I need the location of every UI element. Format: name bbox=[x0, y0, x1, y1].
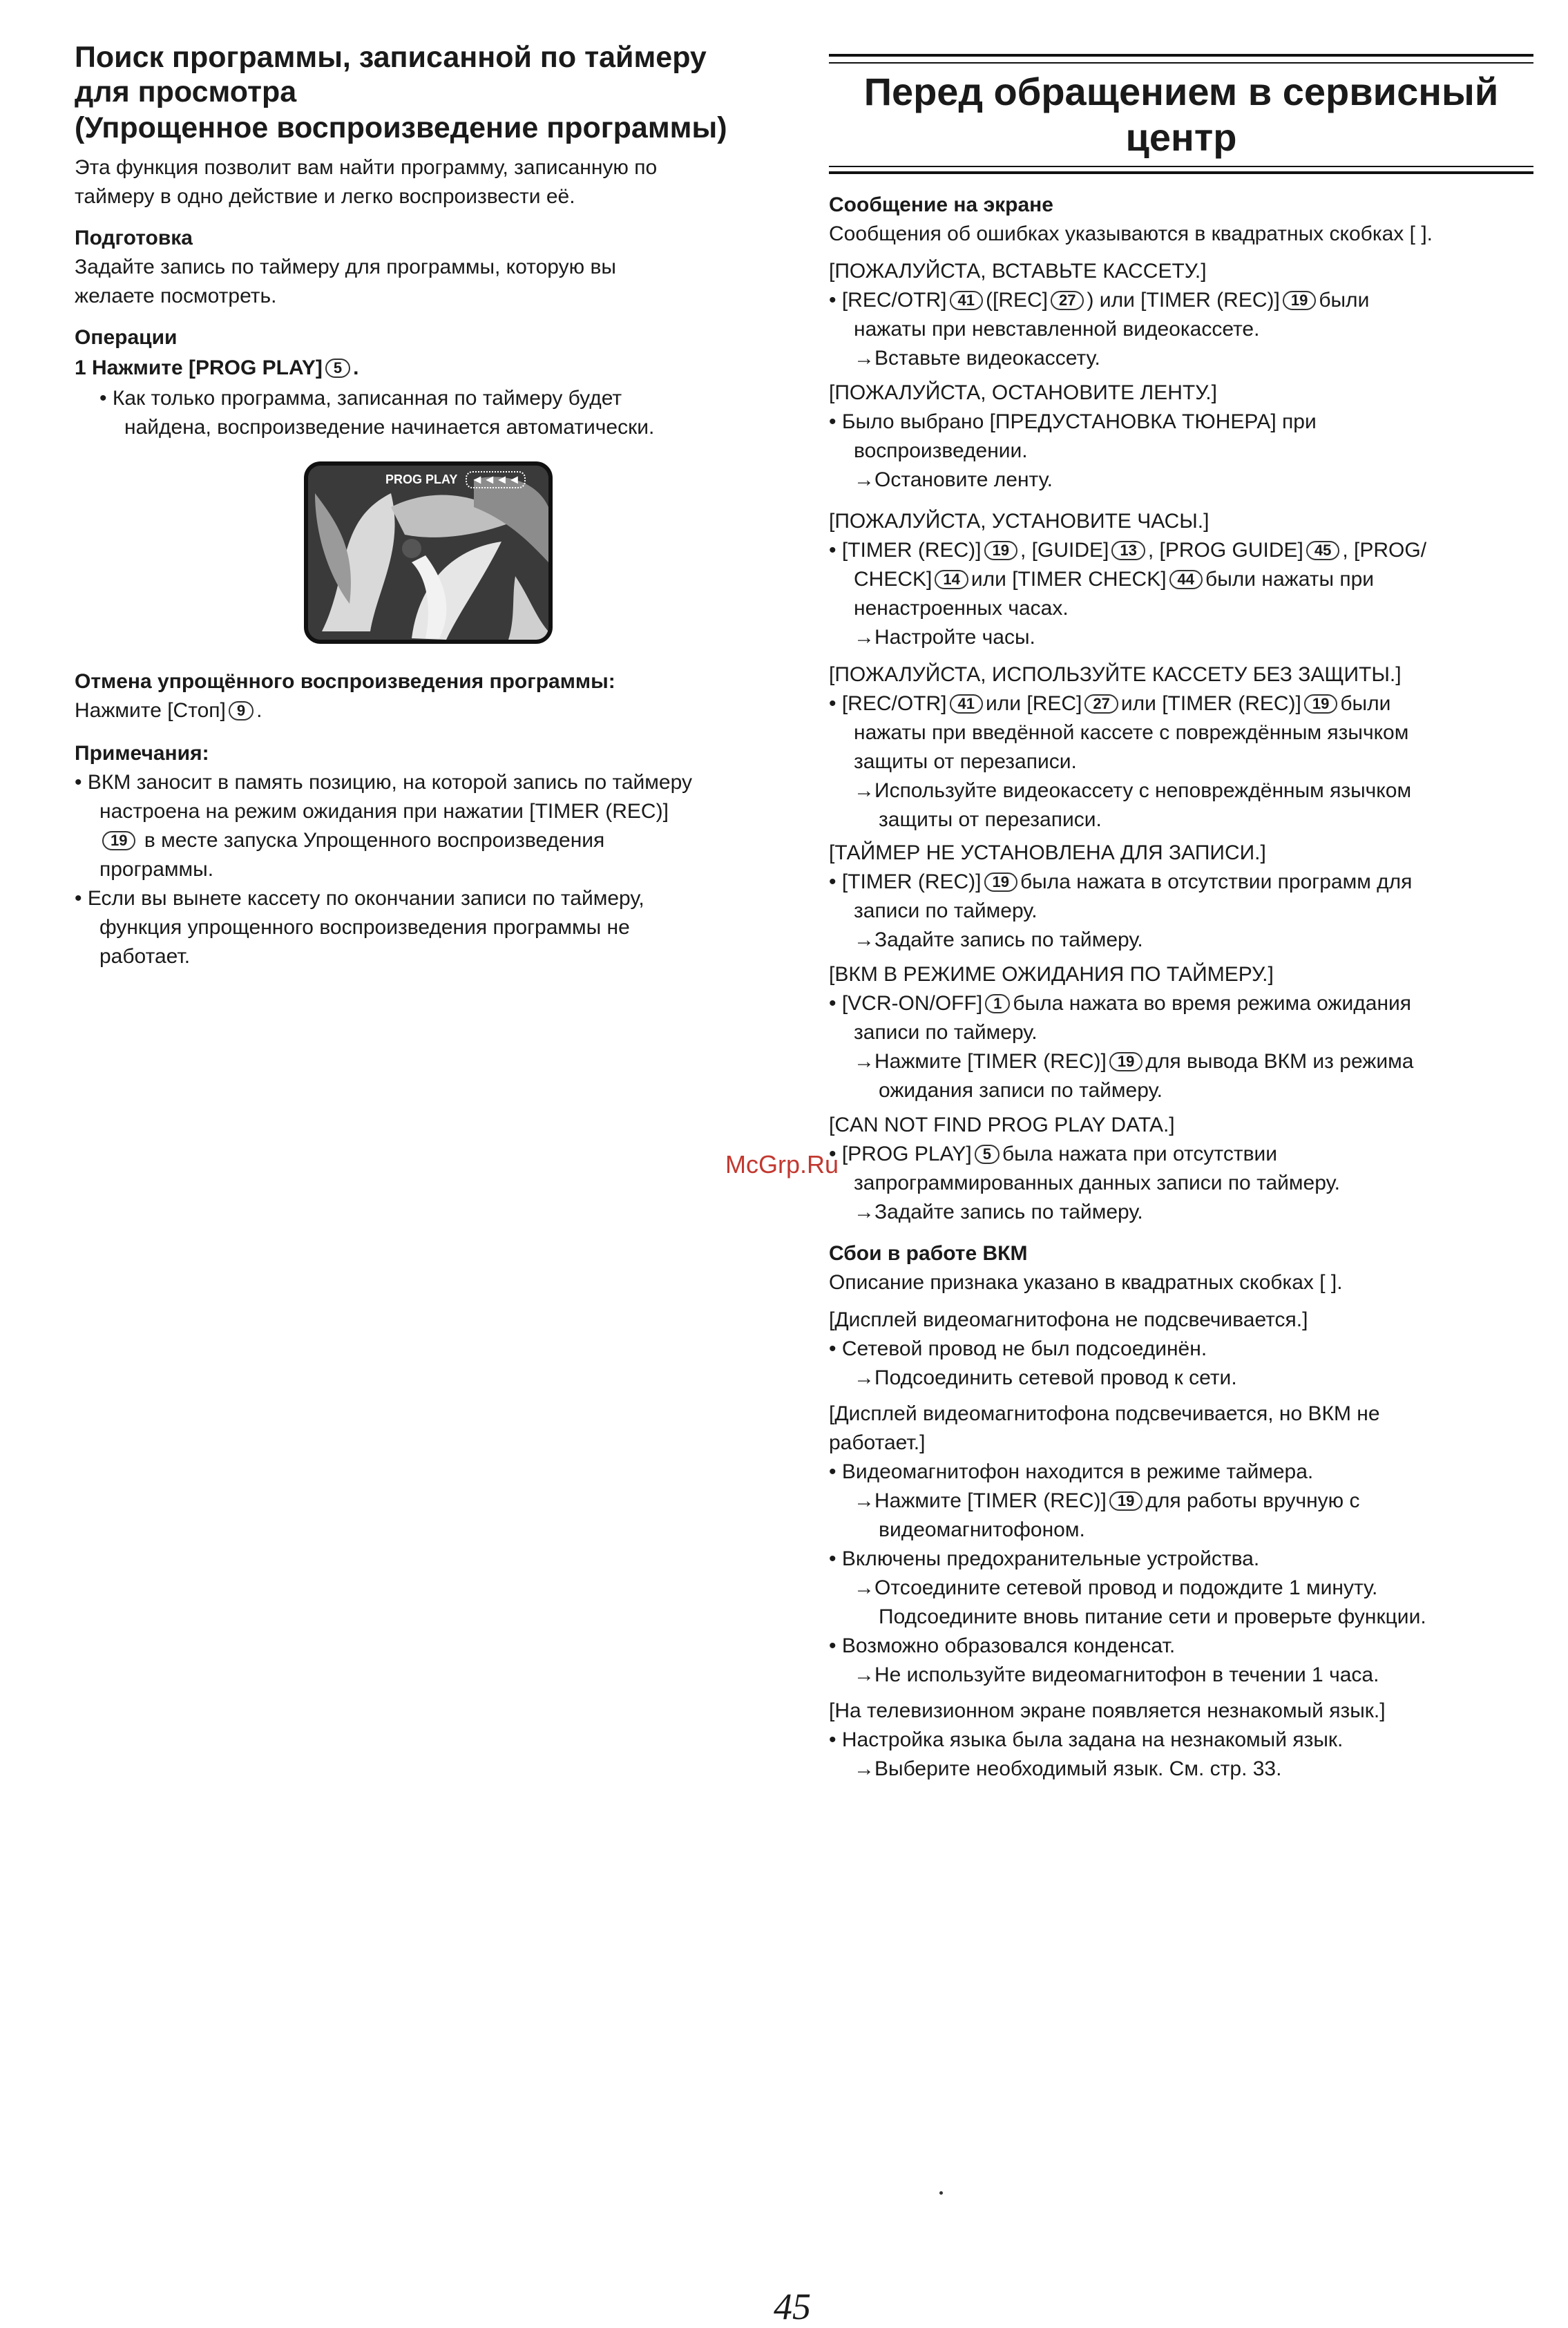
button-number-badge: 19 bbox=[1283, 291, 1316, 310]
msg-5-line-1 bbox=[829, 868, 1412, 897]
msg-4-e: были bbox=[1340, 692, 1391, 715]
top-rule-thin bbox=[829, 62, 1533, 64]
button-number-badge: 44 bbox=[1169, 570, 1203, 589]
speck bbox=[939, 2191, 943, 2195]
msg-3-c: , [GUIDE] bbox=[1020, 539, 1109, 562]
msg-3-g: или [TIMER CHECK] bbox=[971, 568, 1167, 591]
msg-5-line-2: записи по таймеру. bbox=[854, 899, 1038, 922]
msg-6-d: →Нажмите [TIMER (REC)] bbox=[854, 1050, 1107, 1073]
fault-2-line-4: • Включены предохранительные устройства. bbox=[829, 1547, 1260, 1570]
fault-2-line-6: Подсоедините вновь питание сети и проверьте функции. bbox=[879, 1605, 1426, 1628]
button-number-badge: 19 bbox=[1109, 1491, 1142, 1511]
msg-4-c: или [REC] bbox=[986, 692, 1082, 715]
screen-intro: Сообщения об ошибках указываются в квадратных скобках [ ]. bbox=[829, 222, 1433, 245]
msg-3-d: , [PROG GUIDE] bbox=[1147, 539, 1303, 562]
fault-2-line-5: →Отсоедините сетевой провод и подождите 1 минуту. bbox=[854, 1576, 1378, 1599]
msg-5-line-3: →Задайте запись по таймеру. bbox=[854, 928, 1143, 951]
right-title-line-1: Перед обращением в сервисный bbox=[863, 70, 1499, 113]
right-title-line-2: центр bbox=[1125, 115, 1237, 159]
msg-7-line-1 bbox=[829, 1140, 1277, 1169]
fault-intro: Описание признака указано в квадратных скобках [ ]. bbox=[829, 1271, 1343, 1294]
screen-heading: Сообщение на экране bbox=[829, 193, 1053, 216]
prep-line-2: желаете посмотреть. bbox=[75, 285, 277, 307]
msg-3-f: CHECK] bbox=[854, 568, 933, 591]
step-1-end: . bbox=[353, 356, 359, 379]
msg-6-line-3 bbox=[829, 1047, 1413, 1076]
bottom-rule-thin bbox=[829, 166, 1533, 167]
fault-heading: Сбои в работе ВКМ bbox=[829, 1242, 1028, 1265]
bottom-rule-thick bbox=[829, 171, 1533, 174]
intro-line-2: таймеру в одно действие и легко воспроизвести её. bbox=[75, 185, 575, 208]
msg-6-line-1 bbox=[829, 989, 1411, 1018]
msg-7-a: • [PROG PLAY] bbox=[829, 1143, 972, 1165]
button-number-badge: 19 bbox=[1109, 1052, 1142, 1071]
fault-2-line-2 bbox=[829, 1487, 1359, 1516]
cancel-heading: Отмена упрощённого воспроизведения программы: bbox=[75, 670, 615, 693]
notes-heading: Примечания: bbox=[75, 742, 209, 765]
msg-4-line-3: защиты от перезаписи. bbox=[854, 750, 1077, 773]
fault-3-line-2: →Выберите необходимый язык. См. стр. 33. bbox=[854, 1757, 1282, 1780]
fault-3-title: [На телевизионном экране появляется незнакомый язык.] bbox=[829, 1699, 1386, 1722]
cancel-text-label: Нажмите [Стоп] bbox=[75, 699, 226, 722]
button-number-badge: 5 bbox=[975, 1145, 1000, 1164]
msg-4-title: [ПОЖАЛУЙСТА, ИСПОЛЬЗУЙТЕ КАССЕТУ БЕЗ ЗАЩИТЫ.] bbox=[829, 663, 1402, 686]
note-1-line-3-text: в месте запуска Упрощенного воспроизведения bbox=[144, 829, 605, 852]
left-title-line-1: Поиск программы, записанной по таймеру bbox=[75, 41, 707, 74]
msg-4-line-5: защиты от перезаписи. bbox=[879, 808, 1102, 831]
msg-1-e: были bbox=[1319, 289, 1370, 312]
msg-4-line-2: нажаты при введённой кассете с повреждённым язычком bbox=[854, 721, 1409, 744]
step-1-detail-2: найдена, воспроизведение начинается автоматически. bbox=[124, 416, 655, 439]
button-number-badge: 5 bbox=[325, 359, 350, 378]
step-1-detail-1: • Как только программа, записанная по таймеру будет bbox=[99, 387, 622, 410]
fault-1-line-2: →Подсоединить сетевой провод к сети. bbox=[854, 1366, 1237, 1389]
button-number-badge: 19 bbox=[102, 831, 135, 850]
rewind-arrows-osd: ◄◄◄◄ bbox=[466, 471, 526, 488]
msg-1-c: ([REC] bbox=[986, 289, 1048, 312]
tv-screen-illustration bbox=[304, 461, 553, 644]
msg-6-line-2: записи по таймеру. bbox=[854, 1021, 1038, 1044]
button-number-badge: 9 bbox=[229, 701, 254, 721]
msg-1-line-3: →Вставьте видеокассету. bbox=[854, 347, 1100, 370]
msg-5-c: была нажата в отсутствии программ для bbox=[1020, 870, 1413, 893]
fault-1-title: [Дисплей видеомагнитофона не подсвечивается.] bbox=[829, 1308, 1308, 1331]
msg-4-line-4: →Используйте видеокассету с неповреждённым язычком bbox=[854, 779, 1412, 802]
msg-1-line-2: нажаты при невставленной видеокассете. bbox=[854, 318, 1260, 341]
button-number-badge: 45 bbox=[1306, 541, 1339, 560]
msg-3-line-1 bbox=[829, 536, 1426, 565]
msg-1-line-1 bbox=[829, 286, 1369, 315]
msg-2-title: [ПОЖАЛУЙСТА, ОСТАНОВИТЕ ЛЕНТУ.] bbox=[829, 381, 1217, 404]
page-number: 45 bbox=[774, 2286, 811, 2327]
fault-2-line-1: • Видеомагнитофон находится в режиме таймера. bbox=[829, 1460, 1314, 1483]
prep-line-1: Задайте запись по таймеру для программы, которую вы bbox=[75, 256, 616, 278]
flower-photo bbox=[308, 466, 548, 640]
prog-play-osd: PROG PLAY bbox=[385, 473, 458, 486]
msg-2-line-3: →Остановите ленту. bbox=[854, 468, 1053, 491]
note-1-line-4: программы. bbox=[99, 858, 214, 881]
fault-2-title-2: работает.] bbox=[829, 1431, 926, 1454]
left-title-line-3: (Упрощенное воспроизведение программы) bbox=[75, 111, 727, 144]
msg-3-e: , [PROG/ bbox=[1342, 539, 1427, 562]
cancel-text bbox=[75, 696, 262, 725]
button-number-badge: 1 bbox=[985, 994, 1010, 1013]
msg-6-c: была нажата во время режима ожидания bbox=[1013, 992, 1412, 1015]
msg-2-line-2: воспроизведении. bbox=[854, 439, 1028, 462]
button-number-badge: 41 bbox=[950, 694, 983, 714]
fault-2-a: →Нажмите [TIMER (REC)] bbox=[854, 1489, 1107, 1512]
msg-7-line-3: →Задайте запись по таймеру. bbox=[854, 1201, 1143, 1223]
fault-2-line-8: →Не используйте видеомагнитофон в течении 1 часа. bbox=[854, 1663, 1379, 1686]
note-1-line-3 bbox=[75, 826, 604, 855]
msg-6-line-4: ожидания записи по таймеру. bbox=[879, 1079, 1163, 1102]
left-title-line-2: для просмотра bbox=[75, 75, 297, 108]
msg-3-a: • [TIMER (REC)] bbox=[829, 539, 982, 562]
msg-4-d: или [TIMER (REC)] bbox=[1120, 692, 1301, 715]
step-1-text: 1 Нажмите [PROG PLAY] bbox=[75, 356, 323, 379]
msg-3-line-3: ненастроенных часах. bbox=[854, 597, 1069, 620]
top-rule-thick bbox=[829, 54, 1533, 57]
note-2-line-3: работает. bbox=[99, 945, 191, 968]
msg-1-d: ) или [TIMER (REC)] bbox=[1087, 289, 1280, 312]
note-1-line-2: настроена на режим ожидания при нажатии [TIMER (REC)] bbox=[99, 800, 669, 823]
button-number-badge: 27 bbox=[1084, 694, 1118, 714]
button-number-badge: 19 bbox=[984, 541, 1017, 560]
msg-4-a: • [REC/OTR] bbox=[829, 692, 947, 715]
msg-3-line-4: →Настройте часы. bbox=[854, 626, 1035, 649]
msg-4-line-1 bbox=[829, 689, 1390, 718]
msg-6-e: для вывода ВКМ из режима bbox=[1145, 1050, 1414, 1073]
prep-heading: Подготовка bbox=[75, 227, 193, 249]
note-2-line-1: • Если вы вынете кассету по окончании записи по таймеру, bbox=[75, 887, 644, 910]
button-number-badge: 13 bbox=[1111, 541, 1145, 560]
button-number-badge: 27 bbox=[1051, 291, 1084, 310]
button-number-badge: 41 bbox=[950, 291, 983, 310]
button-number-badge: 14 bbox=[935, 570, 968, 589]
cancel-end: . bbox=[256, 699, 262, 722]
fault-1-line-1: • Сетевой провод не был подсоединён. bbox=[829, 1337, 1207, 1360]
fault-2-line-3: видеомагнитофоном. bbox=[879, 1518, 1085, 1541]
note-1-line-1: • ВКМ заносит в память позицию, на которой запись по таймеру bbox=[75, 771, 692, 794]
fault-2-title-1: [Дисплей видеомагнитофона подсвечивается, но ВКМ не bbox=[829, 1402, 1380, 1425]
button-number-badge: 19 bbox=[1304, 694, 1337, 714]
msg-1-a: • [REC/OTR] bbox=[829, 289, 947, 312]
msg-7-title: [CAN NOT FIND PROG PLAY DATA.] bbox=[829, 1114, 1175, 1136]
msg-6-a: • [VCR-ON/OFF] bbox=[829, 992, 983, 1015]
fault-3-line-1: • Настройка языка была задана на незнакомый язык. bbox=[829, 1728, 1344, 1751]
msg-6-title: [ВКМ В РЕЖИМЕ ОЖИДАНИЯ ПО ТАЙМЕРУ.] bbox=[829, 963, 1274, 986]
button-number-badge: 19 bbox=[984, 872, 1017, 892]
intro-line-1: Эта функция позволит вам найти программу, записанную по bbox=[75, 156, 658, 179]
step-1 bbox=[75, 354, 359, 383]
ops-heading: Операции bbox=[75, 326, 178, 349]
msg-7-c: была нажата при отсутствии bbox=[1002, 1143, 1278, 1165]
fault-2-line-7: • Возможно образовался конденсат. bbox=[829, 1634, 1176, 1657]
msg-5-title: [ТАЙМЕР НЕ УСТАНОВЛЕНА ДЛЯ ЗАПИСИ.] bbox=[829, 841, 1266, 864]
msg-3-title: [ПОЖАЛУЙСТА, УСТАНОВИТЕ ЧАСЫ.] bbox=[829, 510, 1210, 533]
msg-2-line-1: • Было выбрано [ПРЕДУСТАНОВКА ТЮНЕРА] при bbox=[829, 410, 1317, 433]
msg-3-line-2 bbox=[829, 565, 1374, 594]
msg-5-a: • [TIMER (REC)] bbox=[829, 870, 982, 893]
msg-3-h: были нажаты при bbox=[1205, 568, 1375, 591]
msg-7-line-2: запрограммированных данных записи по таймеру. bbox=[854, 1172, 1340, 1194]
fault-2-c: для работы вручную с bbox=[1145, 1489, 1360, 1512]
note-2-line-2: функция упрощенного воспроизведения программы не bbox=[99, 916, 630, 939]
watermark: McGrp.Ru bbox=[725, 1150, 839, 1179]
msg-1-title: [ПОЖАЛУЙСТА, ВСТАВЬТЕ КАССЕТУ.] bbox=[829, 260, 1207, 283]
